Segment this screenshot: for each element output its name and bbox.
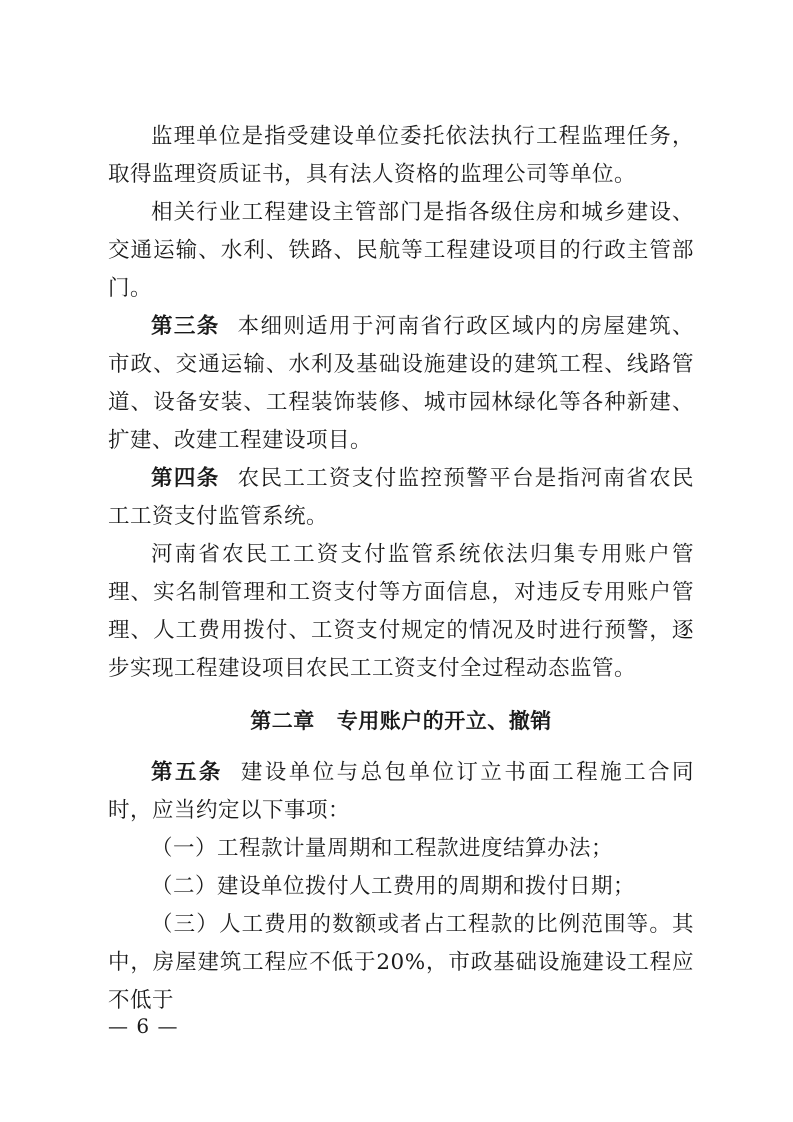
page-number: — 6 — xyxy=(108,1014,179,1038)
article-number: 第五条 xyxy=(151,760,223,785)
article-number: 第四条 xyxy=(151,466,220,491)
document-body xyxy=(108,118,694,1020)
paragraph-text: （三）人工费用的数额或者占工程款的比例范围等。其中，房屋建筑工程应不低于20%，市政基础设施建设工程应不低于 xyxy=(108,912,694,1013)
paragraph-text: 河南省农民工工资支付监管系统依法归集专用账户管理、实名制管理和工资支付等方面信息，对违反专用账户管理、人工费用拨付、工资支付规定的情况及时进行预警，逐步实现工程建设项目农民工工资支付全过程动态监管。 xyxy=(108,542,694,681)
article-4 xyxy=(108,460,694,536)
list-item-3 xyxy=(108,906,694,1020)
paragraph-text: 监理单位是指受建设单位委托依法执行工程监理任务，取得监理资质证书，具有法人资格的监理公司等单位。 xyxy=(108,124,694,187)
paragraph-text: 本细则适用于河南省行政区域内的房屋建筑、市政、交通运输、水利及基础设施建设的建筑工程、线路管道、设备安装、工程装饰装修、城市园林绿化等各种新建、扩建、改建工程建设项目。 xyxy=(108,314,694,453)
chapter-number: 第二章 xyxy=(250,709,315,733)
chapter-title: 专用账户的开立、撤销 xyxy=(336,709,552,733)
chapter-heading xyxy=(108,702,694,740)
list-item-2 xyxy=(108,868,694,906)
paragraph-supervision-unit xyxy=(108,118,694,194)
paragraph-text: 相关行业工程建设主管部门是指各级住房和城乡建设、交通运输、水利、铁路、民航等工程建设项目的行政主管部门。 xyxy=(108,200,694,301)
paragraph-text: 农民工工资支付监控预警平台是指河南省农民工工资支付监管系统。 xyxy=(108,466,694,529)
list-item-1 xyxy=(108,830,694,868)
paragraph-monitoring-system xyxy=(108,536,694,688)
paragraph-text: （二）建设单位拨付人工费用的周期和拨付日期； xyxy=(151,874,636,899)
article-5 xyxy=(108,754,694,830)
article-number: 第三条 xyxy=(151,314,220,339)
paragraph-competent-department xyxy=(108,194,694,308)
paragraph-text: 建设单位与总包单位订立书面工程施工合同时，应当约定以下事项： xyxy=(108,760,694,823)
paragraph-text: （一）工程款计量周期和工程款进度结算办法； xyxy=(151,836,614,861)
article-3 xyxy=(108,308,694,460)
